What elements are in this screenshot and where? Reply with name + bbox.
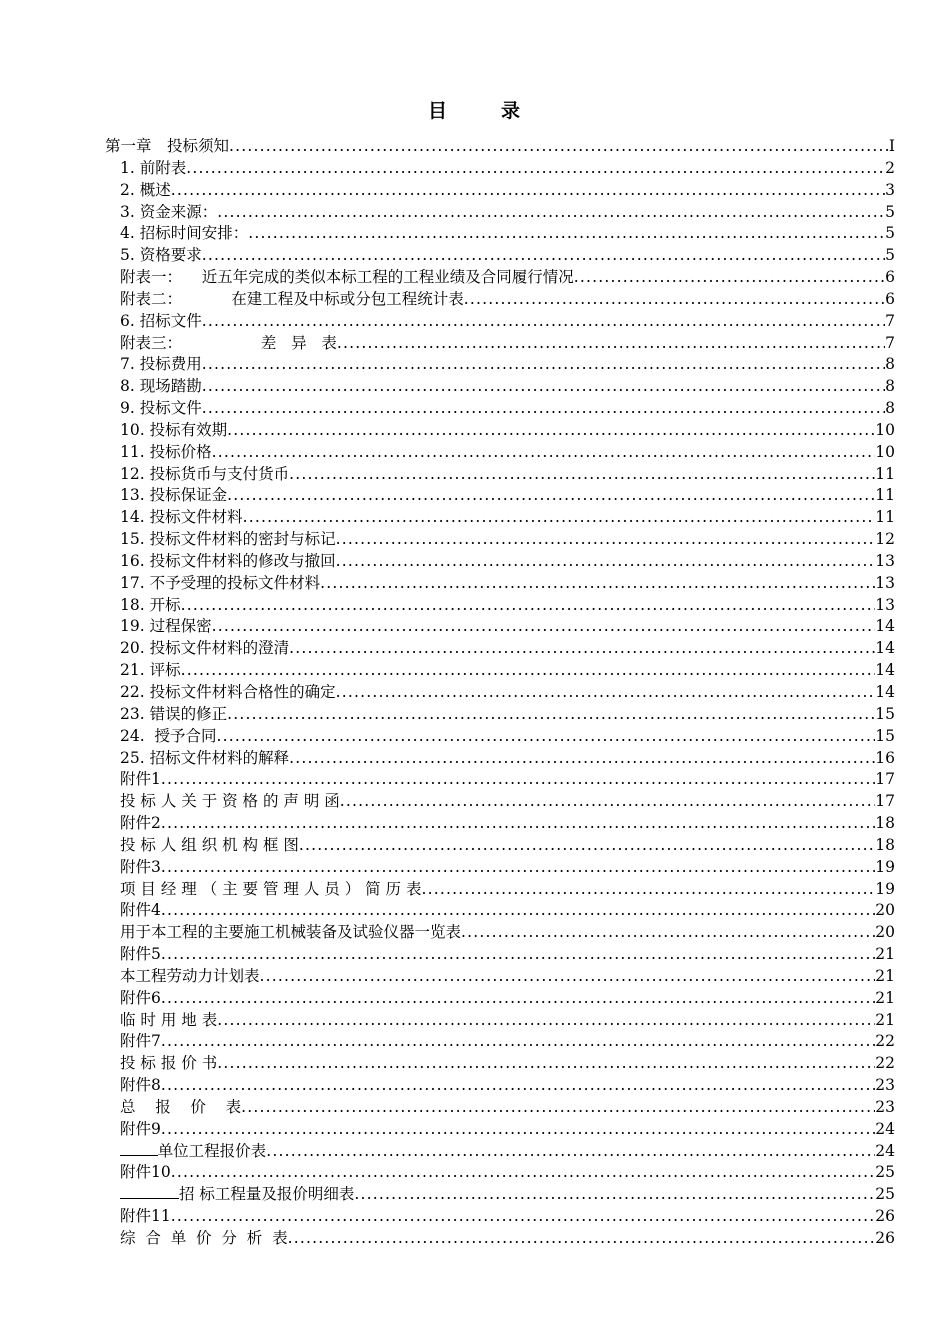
toc-entry-label: 附件7	[120, 1032, 161, 1051]
dot-leader	[354, 1184, 875, 1204]
dot-leader	[337, 333, 885, 353]
toc-entry[interactable]	[120, 704, 895, 724]
toc-entry-label: 1. 前附表	[120, 158, 187, 177]
toc-entry-page: 21	[875, 1010, 895, 1029]
toc-entry[interactable]	[120, 311, 895, 331]
toc-entry-label: 附表二： 在建工程及中标或分包工程统计表	[120, 289, 464, 308]
toc-entry-label: 附件5	[120, 945, 161, 964]
toc-entry-page: 6	[885, 268, 895, 287]
dot-leader	[161, 857, 875, 877]
toc-entry[interactable]	[120, 922, 895, 942]
toc-entry-page: 22	[875, 1054, 895, 1073]
toc-entry-label: 3. 资金来源：	[120, 202, 218, 221]
toc-entry-label: 附件9	[120, 1119, 161, 1138]
toc-entry-label: 21. 评标	[120, 661, 181, 680]
toc-entry-label: 附件10	[120, 1163, 171, 1182]
toc-entry[interactable]	[120, 791, 895, 811]
dot-leader	[336, 682, 876, 702]
toc-entry-label: 附件3	[120, 857, 161, 876]
dot-leader	[336, 551, 876, 571]
toc-entry-label: 附件4	[120, 901, 161, 920]
toc-entry[interactable]	[120, 289, 895, 309]
toc-entry-page: 14	[875, 639, 895, 658]
toc-entry-page: 21	[875, 945, 895, 964]
toc-entry-page: 24	[875, 1119, 895, 1138]
toc-entry[interactable]	[120, 1075, 895, 1095]
toc-entry-page: 24	[875, 1141, 895, 1160]
dot-leader	[217, 1010, 875, 1030]
toc-entry-page: 10	[875, 420, 895, 439]
toc-entry[interactable]	[120, 1184, 895, 1204]
toc-entry-label: 综 合 单 价 分 析 表	[120, 1229, 288, 1247]
toc-entry[interactable]	[120, 1206, 895, 1226]
toc-entry[interactable]	[120, 1141, 895, 1161]
dot-leader	[202, 398, 885, 418]
toc-entry-label: 10. 投标有效期	[120, 420, 228, 439]
dot-leader	[212, 442, 876, 462]
toc-entry-page: 15	[875, 704, 895, 723]
dot-leader	[202, 354, 885, 374]
toc-entry-page: 2	[885, 158, 895, 177]
toc-entry[interactable]	[120, 1228, 895, 1248]
toc-entry[interactable]	[120, 595, 895, 615]
dot-leader	[202, 376, 885, 396]
dot-leader	[186, 158, 885, 178]
toc-entry[interactable]	[120, 900, 895, 920]
toc-entry-page: 23	[875, 1076, 895, 1095]
toc-entry[interactable]	[120, 551, 895, 571]
toc-entry-page: 18	[875, 835, 895, 854]
toc-entry-label: 19. 过程保密	[120, 617, 212, 636]
toc-entry[interactable]	[120, 223, 895, 243]
toc-entry-page: 14	[875, 683, 895, 701]
toc-entry-page: 21	[875, 966, 895, 985]
toc-entry-label: 8. 现场踏勘	[120, 377, 202, 396]
toc-entry[interactable]	[120, 464, 895, 484]
toc-entry-page: 7	[885, 311, 895, 330]
toc-title-part1: 目	[427, 100, 449, 122]
toc-entry-page: 15	[875, 726, 895, 745]
dot-leader	[161, 1119, 875, 1139]
dot-leader	[161, 944, 875, 964]
toc-entry-label: 7. 投标费用	[120, 355, 202, 374]
toc-entry-label: 13. 投标保证金	[120, 486, 228, 505]
dot-leader	[227, 704, 875, 724]
toc-entry[interactable]	[120, 1097, 895, 1117]
toc-entry[interactable]	[120, 333, 895, 353]
toc-entry[interactable]	[105, 136, 895, 156]
toc-entry-page: 14	[875, 661, 895, 680]
dot-leader	[289, 638, 875, 658]
fill-in-blank	[120, 1184, 179, 1199]
toc-entry-page: 11	[875, 464, 895, 483]
dot-leader	[217, 726, 876, 746]
toc-entry-page: 20	[875, 923, 895, 942]
toc-entry-page: 12	[875, 530, 895, 549]
toc-entry-page: I	[888, 137, 895, 155]
dot-leader	[227, 485, 875, 505]
dot-leader	[161, 988, 875, 1008]
toc-entry-label: 投 标 报 价 书	[120, 1054, 218, 1073]
toc-entry[interactable]	[120, 529, 895, 549]
toc-entry-label: 6. 招标文件	[120, 311, 202, 330]
toc-entry-label: 单位工程报价表	[157, 1141, 267, 1160]
toc-entry-label: 用于本工程的主要施工机械装备及试验仪器一览表	[120, 923, 462, 942]
toc-entry[interactable]	[120, 748, 895, 768]
dot-leader	[202, 311, 885, 331]
toc-entry[interactable]	[120, 616, 895, 636]
toc-entry-page: 8	[885, 355, 895, 374]
toc-entry-page: 5	[885, 224, 895, 243]
toc-entry-label: 附件11	[120, 1207, 171, 1226]
dot-leader	[241, 1097, 875, 1117]
dot-leader	[171, 180, 885, 200]
toc-entry-page: 22	[875, 1032, 895, 1051]
toc-entry-page: 17	[875, 792, 895, 811]
toc-entry-page: 21	[875, 988, 895, 1007]
dot-leader	[336, 529, 876, 549]
dot-leader	[340, 791, 875, 811]
toc-entry-page: 8	[885, 399, 895, 418]
toc-entry-label: 15. 投标文件材料的密封与标记	[120, 530, 336, 549]
toc-entry-page: 7	[885, 333, 895, 352]
toc-entry-label: 投 标 人 关 于 资 格 的 声 明 函	[120, 792, 340, 811]
toc-entry-label: 附表一： 近五年完成的类似本标工程的工程业绩及合同履行情况	[120, 268, 574, 287]
toc-entry-label: 12. 投标货币与支付货币	[120, 464, 290, 483]
toc-entry-page: 5	[885, 246, 895, 265]
toc-entry-label: 24. 授予合同	[120, 726, 217, 745]
toc-entry[interactable]	[120, 857, 895, 877]
toc-entry-page: 13	[875, 595, 895, 614]
toc-entry-label: 总 报 价 表	[120, 1097, 242, 1116]
toc-entry[interactable]	[120, 879, 895, 899]
toc-entry-page: 11	[875, 508, 895, 527]
toc-entry[interactable]	[120, 638, 895, 658]
toc-entry[interactable]	[120, 660, 895, 680]
toc-entry-page: 13	[875, 551, 895, 570]
toc-entry[interactable]	[120, 398, 895, 418]
toc-entry[interactable]	[120, 726, 895, 746]
dot-leader	[181, 595, 876, 615]
dot-leader	[217, 1053, 875, 1073]
toc-entry[interactable]	[120, 1010, 895, 1030]
toc-entry[interactable]	[120, 354, 895, 374]
toc-entry-page: 17	[875, 770, 895, 789]
dot-leader	[171, 1206, 876, 1226]
dot-leader	[161, 769, 875, 789]
toc-entry[interactable]	[120, 835, 895, 855]
toc-entry[interactable]	[120, 944, 895, 964]
dot-leader	[288, 1228, 876, 1248]
toc-entry-page: 14	[875, 617, 895, 636]
toc-entry[interactable]	[120, 813, 895, 833]
toc-entry-page: 23	[875, 1097, 895, 1116]
dot-leader	[299, 835, 875, 855]
dot-leader	[464, 289, 885, 309]
dot-leader	[243, 507, 876, 527]
toc-entry-label: 临 时 用 地 表	[120, 1010, 218, 1029]
toc-entry-page: 16	[875, 748, 895, 767]
toc-entry[interactable]	[120, 245, 895, 265]
dot-leader	[574, 267, 885, 287]
toc-entry-label: 附件8	[120, 1076, 161, 1095]
toc-entry-page: 18	[875, 814, 895, 833]
toc-title	[0, 96, 950, 123]
toc-entry-page: 10	[875, 442, 895, 461]
toc-entry-page: 20	[875, 901, 895, 920]
toc-title-part2: 录	[501, 100, 523, 122]
dot-leader	[161, 1031, 875, 1051]
toc-entry[interactable]	[120, 682, 895, 702]
dot-leader	[421, 879, 875, 899]
dot-leader	[260, 966, 876, 986]
toc-entry-label: 招 标工程量及报价明细表	[178, 1185, 355, 1204]
fill-in-blank	[120, 1141, 158, 1156]
dot-leader	[161, 813, 875, 833]
dot-leader	[266, 1141, 875, 1161]
toc-entry[interactable]	[120, 158, 895, 178]
dot-leader	[461, 922, 875, 942]
toc-entry-page: 26	[875, 1229, 895, 1247]
toc-entry-page: 25	[875, 1185, 895, 1204]
toc-entry[interactable]	[120, 442, 895, 462]
dot-leader	[202, 245, 885, 265]
toc-entry[interactable]	[120, 1119, 895, 1139]
toc-entry-label: 投 标 人 组 织 机 构 框 图	[120, 835, 299, 854]
dot-leader	[217, 202, 885, 222]
dot-leader	[171, 1162, 876, 1182]
toc-entry[interactable]	[120, 376, 895, 396]
toc-entry-label: 附件2	[120, 814, 161, 833]
dot-leader	[181, 660, 876, 680]
toc-entry-label: 11. 投标价格	[120, 442, 212, 461]
toc-entry-label: 附件6	[120, 988, 161, 1007]
toc-entry-label: 18. 开标	[120, 595, 181, 614]
dot-leader	[212, 616, 876, 636]
dot-leader	[248, 223, 885, 243]
toc-entry-label: 5. 资格要求	[120, 246, 202, 265]
toc-entry-page: 19	[875, 857, 895, 876]
toc-entry[interactable]	[120, 507, 895, 527]
toc-entry-page: 5	[885, 202, 895, 221]
toc-entry-label: 4. 招标时间安排：	[120, 224, 249, 243]
toc-entry-page: 11	[875, 486, 895, 505]
toc-entry[interactable]	[120, 769, 895, 789]
toc-entry[interactable]	[120, 202, 895, 222]
toc-entry[interactable]	[120, 966, 895, 986]
dot-leader	[229, 136, 889, 156]
toc-entry-label: 9. 投标文件	[120, 399, 202, 418]
toc-entry[interactable]	[120, 1162, 895, 1182]
toc-entry[interactable]	[120, 573, 895, 593]
dot-leader	[161, 1075, 875, 1095]
toc-entry-label: 第一章 投标须知	[105, 137, 230, 155]
toc-entry-page: 8	[885, 377, 895, 396]
toc-entry-label: 附表三： 差 异 表	[120, 333, 337, 352]
dot-leader	[289, 464, 875, 484]
toc-entry-label: 项 目 经 理 （ 主 要 管 理 人 员 ） 简 历 表	[120, 879, 422, 898]
toc-entry-label: 2. 概述	[120, 180, 171, 199]
dot-leader	[320, 573, 875, 593]
toc-entry-page: 19	[875, 879, 895, 898]
toc-entry-page: 3	[885, 180, 895, 199]
toc-entry[interactable]	[120, 267, 895, 287]
toc-entry-page: 6	[885, 289, 895, 308]
toc-entry-label: 14. 投标文件材料	[120, 508, 243, 527]
toc-entry-page: 13	[875, 573, 895, 592]
toc-entry-label: 本工程劳动力计划表	[120, 966, 260, 985]
toc-entry[interactable]	[120, 485, 895, 505]
toc-entry-label: 23. 错误的修正	[120, 704, 228, 723]
toc-entry[interactable]	[120, 1031, 895, 1051]
toc-entry[interactable]	[120, 988, 895, 1008]
toc-entry-label: 25. 招标文件材料的解释	[120, 748, 290, 767]
toc-entry-label: 20. 投标文件材料的澄清	[120, 639, 290, 658]
toc-entry-page: 26	[875, 1207, 895, 1226]
toc-entry-label: 附件1	[120, 770, 161, 789]
toc-entry-label: 16. 投标文件材料的修改与撤回	[120, 551, 336, 570]
dot-leader	[161, 900, 875, 920]
toc-entry[interactable]	[120, 420, 895, 440]
toc-entry-label: 22. 投标文件材料合格性的确定	[120, 683, 336, 701]
toc-entry-label: 17. 不予受理的投标文件材料	[120, 573, 321, 592]
toc-entry[interactable]	[120, 1053, 895, 1073]
toc-entry[interactable]	[120, 180, 895, 200]
dot-leader	[227, 420, 875, 440]
dot-leader	[289, 748, 875, 768]
toc-entry-page: 25	[875, 1163, 895, 1182]
